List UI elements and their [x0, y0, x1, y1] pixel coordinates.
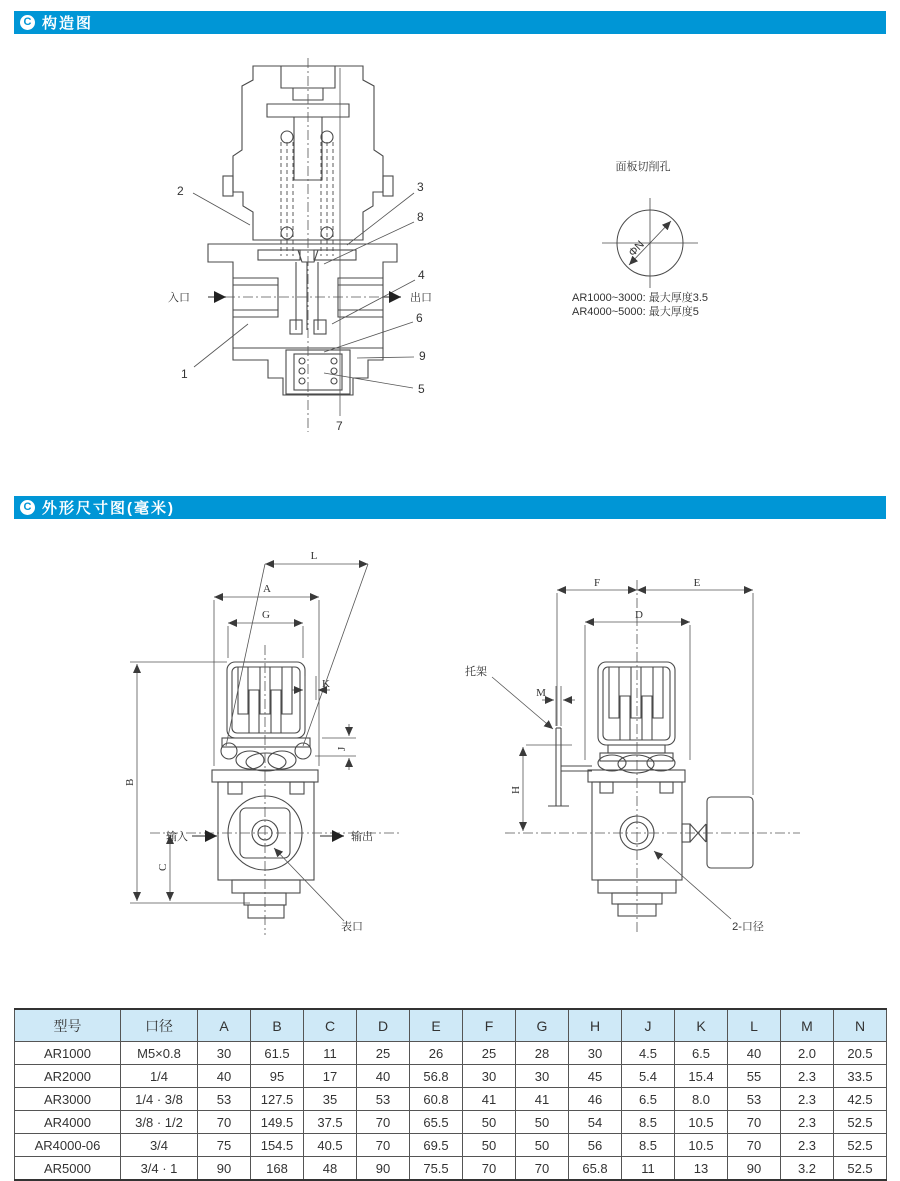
table-cell: 10.5 — [675, 1111, 728, 1134]
table-header-cell: M — [781, 1009, 834, 1042]
regulator-cross-section — [208, 66, 397, 395]
side-view — [548, 662, 753, 916]
table-cell: 25 — [357, 1042, 410, 1065]
table-cell: 50 — [463, 1134, 516, 1157]
table-header-cell: L — [728, 1009, 781, 1042]
dim-label-G: G — [262, 609, 270, 621]
hole-diameter-label: ΦN — [626, 238, 647, 260]
table-cell: 2.3 — [781, 1065, 834, 1088]
section-bullet-icon: C — [20, 500, 35, 515]
dim-label-A: A — [263, 583, 271, 595]
table-row — [15, 1042, 887, 1065]
table-header-cell: C — [304, 1009, 357, 1042]
table-cell: 56 — [569, 1134, 622, 1157]
table-cell: 3.2 — [781, 1157, 834, 1181]
dim-label-D: D — [635, 609, 643, 621]
table-cell: 1/4 · 3/8 — [121, 1088, 198, 1111]
table-cell: 30 — [198, 1042, 251, 1065]
table-cell: 46 — [569, 1088, 622, 1111]
port-size-label: 2-口径 — [732, 921, 764, 933]
input-label: 输入 — [166, 831, 188, 843]
table-cell: 65.8 — [569, 1157, 622, 1181]
table-cell: 2.3 — [781, 1111, 834, 1134]
dim-label-J: J — [336, 746, 348, 751]
table-cell: 90 — [198, 1157, 251, 1181]
table-cell: 56.8 — [410, 1065, 463, 1088]
table-cell: 26 — [410, 1042, 463, 1065]
table-cell: 40 — [198, 1065, 251, 1088]
callout-3: 3 — [417, 180, 424, 194]
table-header-cell: A — [198, 1009, 251, 1042]
section-header-dimensions — [14, 496, 886, 519]
table-cell: 35 — [304, 1088, 357, 1111]
output-label: 输出 — [351, 831, 373, 843]
callout-6: 6 — [416, 311, 423, 325]
dim-label-L: L — [310, 550, 318, 562]
table-cell: 5.4 — [622, 1065, 675, 1088]
table-cell: 53 — [728, 1088, 781, 1111]
table-cell: 4.5 — [622, 1042, 675, 1065]
table-row — [15, 1065, 887, 1088]
structure-annotations — [193, 58, 415, 432]
table-header-cell: E — [410, 1009, 463, 1042]
dim-label-F: F — [593, 577, 601, 589]
table-cell: 11 — [622, 1157, 675, 1181]
table-cell: 95 — [251, 1065, 304, 1088]
table-cell: 50 — [463, 1111, 516, 1134]
table-cell: 154.5 — [251, 1134, 304, 1157]
structure-diagram — [0, 0, 900, 490]
table-cell: 168 — [251, 1157, 304, 1181]
table-cell: AR4000-06 — [15, 1134, 121, 1157]
table-header-row — [15, 1009, 887, 1042]
callout-7: 7 — [336, 419, 343, 433]
table-cell: 61.5 — [251, 1042, 304, 1065]
section-title: 外形尺寸图(毫米) — [42, 500, 175, 517]
table-header-cell: G — [516, 1009, 569, 1042]
dim-label-K: K — [322, 678, 330, 690]
callout-8: 8 — [417, 210, 424, 224]
spec-table — [14, 1008, 887, 1181]
table-row — [15, 1088, 887, 1111]
section-title: 构造图 — [42, 15, 94, 32]
table-cell: 25 — [463, 1042, 516, 1065]
table-cell: 17 — [304, 1065, 357, 1088]
table-cell: 69.5 — [410, 1134, 463, 1157]
table-cell: 2.3 — [781, 1134, 834, 1157]
table-cell: 2.3 — [781, 1088, 834, 1111]
table-cell: 2.0 — [781, 1042, 834, 1065]
table-cell: 70 — [728, 1111, 781, 1134]
table-cell: 20.5 — [834, 1042, 887, 1065]
table-header-cell: 口径 — [121, 1009, 198, 1042]
dim-label-B: B — [124, 778, 136, 786]
table-cell: 53 — [198, 1088, 251, 1111]
table-row — [15, 1134, 887, 1157]
table-cell: 30 — [463, 1065, 516, 1088]
table-cell: M5×0.8 — [121, 1042, 198, 1065]
panel-hole-diagram — [572, 159, 708, 318]
dimension-diagram — [0, 530, 900, 980]
table-cell: 45 — [569, 1065, 622, 1088]
table-cell: 40.5 — [304, 1134, 357, 1157]
dim-label-H: H — [510, 786, 522, 794]
table-cell: 28 — [516, 1042, 569, 1065]
table-cell: 41 — [463, 1088, 516, 1111]
table-cell: 13 — [675, 1157, 728, 1181]
table-header-cell: K — [675, 1009, 728, 1042]
table-cell: 55 — [728, 1065, 781, 1088]
table-cell: 41 — [516, 1088, 569, 1111]
table-row — [15, 1157, 887, 1181]
table-cell: 3/8 · 1/2 — [121, 1111, 198, 1134]
table-cell: 6.5 — [622, 1088, 675, 1111]
table-cell: 8.0 — [675, 1088, 728, 1111]
table-cell: 50 — [516, 1111, 569, 1134]
table-cell: 52.5 — [834, 1157, 887, 1181]
table-cell: 75.5 — [410, 1157, 463, 1181]
table-cell: 30 — [569, 1042, 622, 1065]
table-cell: 52.5 — [834, 1134, 887, 1157]
callout-5: 5 — [418, 382, 425, 396]
table-cell: 60.8 — [410, 1088, 463, 1111]
dim-label-E: E — [693, 577, 701, 589]
table-cell: 42.5 — [834, 1088, 887, 1111]
table-header-cell: 型号 — [15, 1009, 121, 1042]
inlet-label: 入口 — [168, 292, 190, 304]
callout-9: 9 — [419, 349, 426, 363]
table-header-cell: H — [569, 1009, 622, 1042]
table-cell: 6.5 — [675, 1042, 728, 1065]
table-cell: 8.5 — [622, 1111, 675, 1134]
table-cell: AR4000 — [15, 1111, 121, 1134]
table-header-cell: J — [622, 1009, 675, 1042]
table-cell: 10.5 — [675, 1134, 728, 1157]
table-cell: 70 — [516, 1157, 569, 1181]
table-cell: 11 — [304, 1042, 357, 1065]
table-cell: 37.5 — [304, 1111, 357, 1134]
table-cell: 127.5 — [251, 1088, 304, 1111]
table-cell: 70 — [198, 1111, 251, 1134]
outlet-label: 出口 — [410, 292, 432, 304]
table-cell: 90 — [728, 1157, 781, 1181]
gauge-port-label: 表口 — [341, 921, 363, 933]
callout-2: 2 — [177, 184, 184, 198]
table-cell: AR3000 — [15, 1088, 121, 1111]
table-cell: 1/4 — [121, 1065, 198, 1088]
table-cell: AR2000 — [15, 1065, 121, 1088]
dim-label-C: C — [157, 863, 169, 871]
dim-label-M: M — [536, 687, 546, 699]
panel-hole-note-2: AR4000~5000: 最大厚度5 — [572, 306, 699, 318]
table-cell: 40 — [357, 1065, 410, 1088]
table-cell: 90 — [357, 1157, 410, 1181]
bracket-label: 托架 — [465, 666, 487, 678]
table-cell: 65.5 — [410, 1111, 463, 1134]
table-cell: 70 — [357, 1111, 410, 1134]
table-row — [15, 1111, 887, 1134]
table-cell: 3/4 · 1 — [121, 1157, 198, 1181]
table-cell: 50 — [516, 1134, 569, 1157]
table-header-cell: D — [357, 1009, 410, 1042]
table-header-cell: B — [251, 1009, 304, 1042]
table-cell: 33.5 — [834, 1065, 887, 1088]
callout-1: 1 — [181, 367, 188, 381]
table-header-cell: N — [834, 1009, 887, 1042]
table-cell: 54 — [569, 1111, 622, 1134]
panel-hole-note-1: AR1000~3000: 最大厚度3.5 — [572, 292, 709, 304]
table-header-cell: F — [463, 1009, 516, 1042]
table-cell: 48 — [304, 1157, 357, 1181]
table-cell: 8.5 — [622, 1134, 675, 1157]
table-cell: 70 — [357, 1134, 410, 1157]
table-cell: 40 — [728, 1042, 781, 1065]
side-view-dims — [492, 580, 800, 935]
table-cell: 75 — [198, 1134, 251, 1157]
table-cell: 53 — [357, 1088, 410, 1111]
table-cell: 15.4 — [675, 1065, 728, 1088]
table-cell: 149.5 — [251, 1111, 304, 1134]
table-cell: 70 — [463, 1157, 516, 1181]
callout-4: 4 — [418, 268, 425, 282]
table-cell: 30 — [516, 1065, 569, 1088]
table-cell: AR1000 — [15, 1042, 121, 1065]
table-cell: 52.5 — [834, 1111, 887, 1134]
section-bullet-icon: C — [20, 15, 35, 30]
table-cell: AR5000 — [15, 1157, 121, 1181]
table-cell: 70 — [728, 1134, 781, 1157]
panel-hole-title: 面板切削孔 — [615, 161, 671, 173]
table-cell: 3/4 — [121, 1134, 198, 1157]
